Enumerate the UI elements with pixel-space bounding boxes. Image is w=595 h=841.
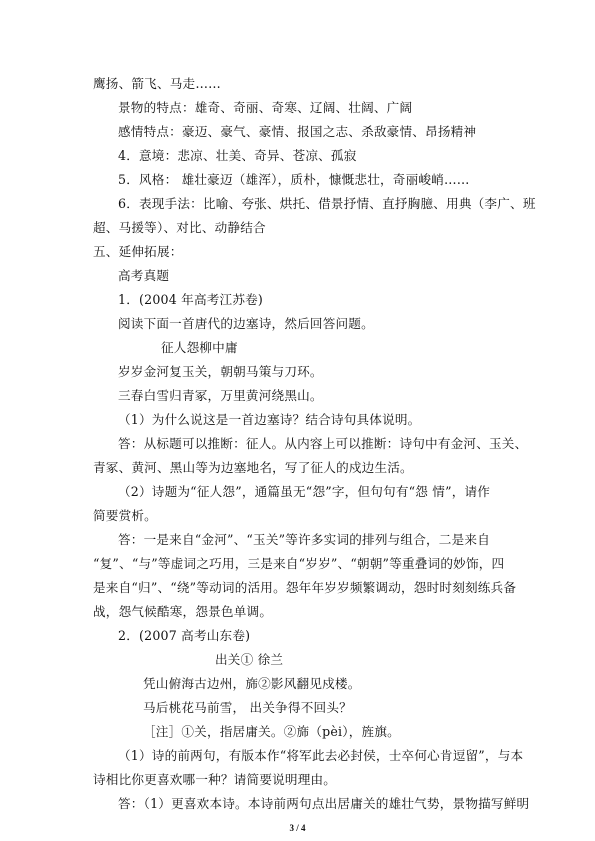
text-line: 景物的特点：雄奇、奇丽、奇寒、辽阔、壮阔、广阔	[118, 100, 413, 115]
text-line: 感情特点：豪迈、豪气、豪情、报国之志、杀敌豪情、昂扬精神	[118, 124, 477, 139]
text-line: 高考真题	[118, 268, 170, 283]
answer-text: “复”、“与”等虚词之巧用，三是来自“岁岁”、“朝朝”等重叠词的妙饰，四	[93, 556, 505, 571]
text-line: 阅读下面一首唐代的边塞诗，然后回答问题。	[118, 316, 374, 331]
text-line: 5．风格： 雄壮豪迈（雄浑），质朴，慷慨悲壮，奇丽峻峭……	[118, 172, 470, 187]
poem-line: 三春白雪归青冢，万里黄河绕黑山。	[118, 388, 323, 403]
poem-title: 征人怨柳中庸	[161, 340, 238, 355]
poem-line: 马后桃花马前雪， 出关争得不回头？	[143, 700, 352, 715]
poem-line: 岁岁金河复玉关，朝朝马策与刀环。	[118, 364, 323, 379]
text-line: 6．表现手法：比喻、夸张、烘托、借景抒情、直抒胸臆、用典（李广、班	[118, 196, 536, 211]
answer-text: 青冢、黄河、黑山等为边塞地名，写了征人的戍边生活。	[93, 460, 413, 475]
answer-text: 答：（1）更喜欢本诗。本诗前两句点出居庸关的雄壮气势，景物描写鲜明	[118, 796, 530, 811]
text-line: 1．(2004 年高考江苏卷)	[118, 292, 264, 307]
question-text: （1）为什么说这是一首边塞诗？结合诗句具体说明。	[118, 412, 421, 427]
answer-text: 战，怨气候酷寒，怨景色单调。	[93, 604, 273, 619]
question-text: 诗相比你更喜欢哪一种？请简要说明理由。	[93, 772, 337, 787]
answer-text: 答：从标题可以推断：征人。从内容上可以推断：诗句中有金河、玉关、	[118, 436, 528, 451]
annotation-note: ［注］①关，指居庸关。②旆（pèi），旌旗。	[143, 724, 400, 739]
poem-title: 出关① 徐兰	[215, 652, 284, 667]
text-line: 2．(2007 高考山东卷)	[118, 628, 251, 643]
question-text: （2）诗题为“征人怨”，通篇虽无“怨”字，但句句有“怨 情”，请作	[118, 484, 491, 499]
answer-text: 是来自“归”、“绕”等动词的活用。怨年年岁岁频繁调动，怨时时刻刻练兵备	[93, 580, 517, 595]
question-text: （1）诗的前两句，有版本作“将军此去必封侯，士卒何心肯逗留”，与本	[118, 748, 524, 763]
answer-text: 答：一是来自“金河”、“玉关”等许多实词的排列与组合，二是来自	[118, 532, 490, 547]
section-heading: 五、延伸拓展：	[93, 244, 183, 259]
text-line: 超、马援等）、对比、动静结合	[93, 220, 266, 235]
text-line: 4．意境：悲凉、壮美、奇异、苍凉、孤寂	[118, 148, 357, 163]
text-line: 鹰扬、箭飞、马走……	[93, 76, 221, 91]
question-text: 简要赏析。	[93, 508, 157, 523]
page-number: 3 / 4	[289, 823, 306, 833]
poem-line: 凭山俯海古边州，旆②影风翻见戍楼。	[143, 676, 361, 691]
